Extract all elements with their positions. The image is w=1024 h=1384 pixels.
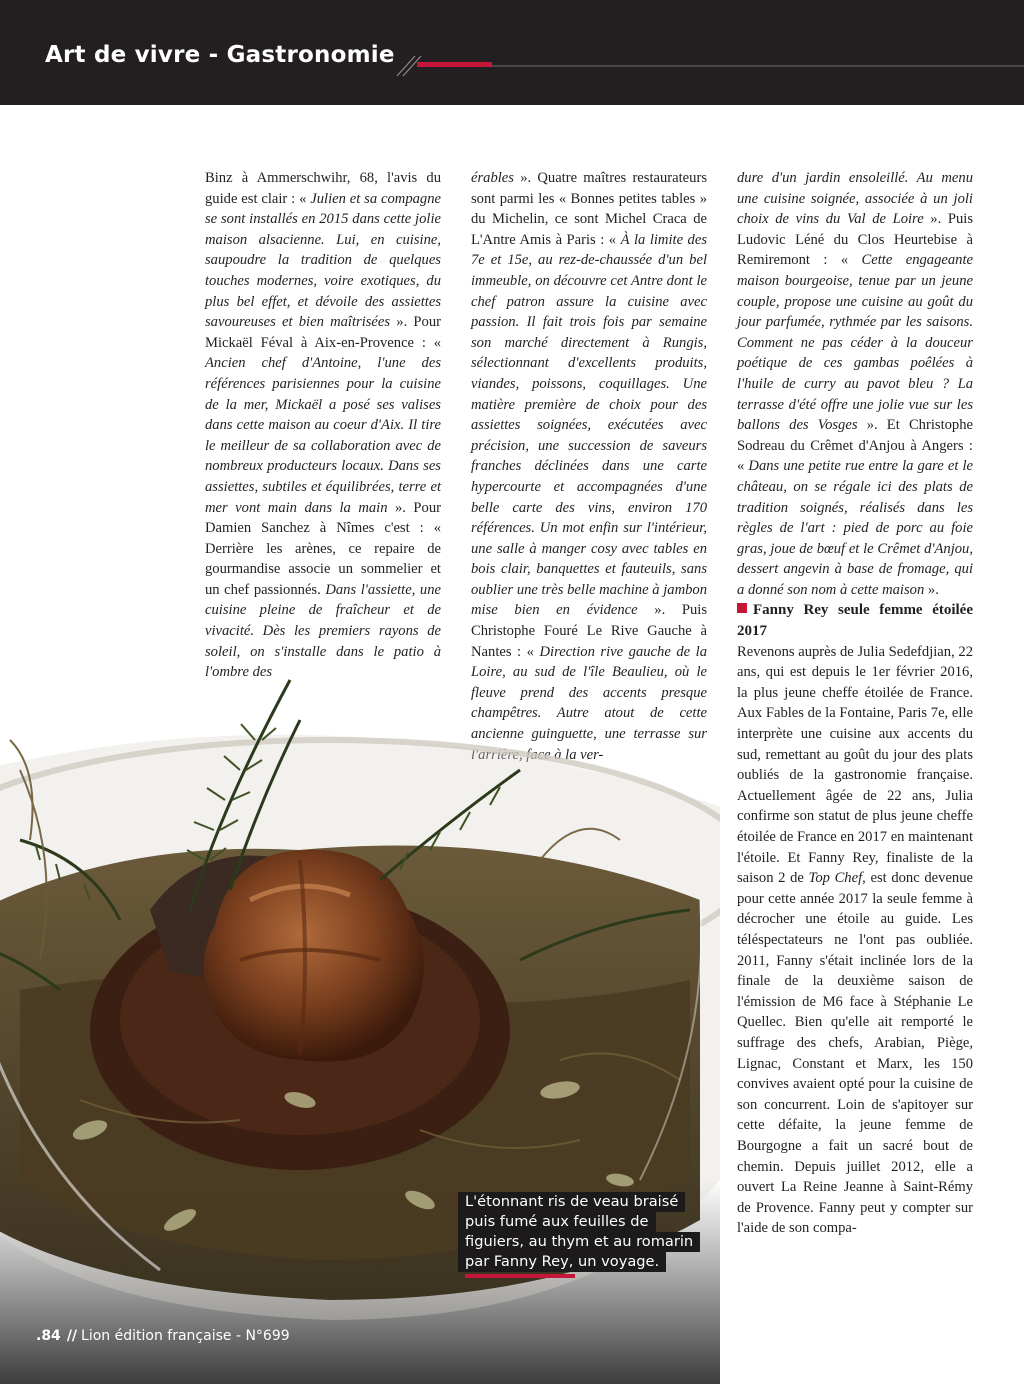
article-paragraph: Revenons auprès de Julia Sedefdjian, 22 ans, qui est depuis le 1er février 2016, la plus jeune cheffe étoilée de France. Aux Fables de la Fontaine, Paris 7e, elle interprète une cuisine aux accents du sud, remettant au goût du jour des plats oubliés de la gastronomie française. Actuellement âgée de 22 ans, Julia confirme son statut de plus jeune cheffe étoilée de France en 2017 en maintenant l'étoile. Et Fanny Rey, finaliste de la saison 2 de Top Chef, est donc devenue pour cette année 2017 la seule femme à décrocher une étoile au guide. Les téléspectateurs ne l'ont pas oubliée. 2011, Fanny s'était inclinée lors de la finale de la deuxième saison de l'émission de M6 face à Stéphanie Le Quellec. Bien qu'elle ait remporté le suffrage des chefs, Arabian, Piège, Lignac, Constant et Marx, les 150 convives avaient opté pour la cuisine de son concurrent. Loin de s'apitoyer sur cette défaite, la jeune femme de Bourgogne a fait un sacré bout de chemin. Depuis juillet 2012, elle a ouvert La Reine Jeanne à Saint-Rémy de Provence. Fanny peut y compter sur l'aide de son compa- xyxy=(737,643,973,1237)
caption-accent-bar xyxy=(465,1274,575,1278)
publication-name: Lion édition française - N°699 xyxy=(81,1328,290,1344)
photo-caption xyxy=(458,1192,700,1278)
article-paragraph: dure d'un jardin ensoleillé. Au menu une cuisine soignée, associée à un joli choix de vins du Val de Loire ». Puis Ludovic Léné du Clos Heurtebise à Remiremont : « Cette engageante maison bourgeoise, tenue par un jeune couple, propose une cuisine au goût du jour parfumée, rythmée par les saisons. Comment ne pas céder à la douceur poétique de ces gambas poêlées à l'huile de curry au pavot bleu ? La terrasse d'été offre une jolie vue sur les ballons des Vosges ». Et Christophe Sodreau du Crêmet d'Anjou à Angers : « Dans une petite rue entre la gare et le château, on se régale ici des plats de tradition soignés, réalisés dans les règles de l'art : pied de porc au foie gras, joue de bœuf et le Crêmet d'Anjou, dessert angevin à base de fromage, qui a donné son nom à cette maison ». xyxy=(737,170,974,598)
section-title: Art de vivre - Gastronomie xyxy=(45,42,395,68)
caption-line: puis fumé aux feuilles de xyxy=(458,1212,656,1232)
text-column-3 xyxy=(737,168,973,1239)
square-bullet-icon xyxy=(737,603,747,613)
article-paragraph: Binz à Ammerschwihr, 68, l'avis du guide est clair : « Julien et sa compagne se sont installés en 2015 dans cette jolie maison alsacienne. Lui, en cuisine, saupoudre la tradition de quelques touches modernes, voire exotiques, du plus bel effet, et dévoile des assiettes savoureuses et bien maîtrisées ». Pour Mickaël Féval à Aix-en-Provence : « Ancien chef d'Antoine, l'une des références parisiennes pour la cuisine de la mer, Mickaël a posé ses valises dans cette maison au coeur d'Aix. Il tire le meilleur de sa collaboration avec de nombreux producteurs locaux. Dans ses assiettes, subtiles et équilibrées, terre et mer vont main dans la main ». Pour Damien Sanchez à Nîmes c'est : « Derrière les arènes, ce repaire de gourmandise associe un sommelier et un chef passionnés. Dans l'assiette, une cuisine pleine de fraîcheur et de vivacité. Dès les premiers rayons de soleil, on s'installe dans le patio à l'ombre des xyxy=(205,170,441,681)
page-footer xyxy=(36,1328,290,1344)
caption-line: L'étonnant ris de veau braisé xyxy=(458,1192,685,1212)
footer-separator: // xyxy=(66,1328,78,1344)
page-number: .84 xyxy=(36,1328,61,1344)
header-decoration xyxy=(395,52,1024,78)
caption-line: par Fanny Rey, un voyage. xyxy=(458,1252,666,1272)
article-paragraph: érables ». Quatre maîtres restaurateurs sont parmi les « Bonnes petites tables » du Michelin, ce sont Michel Craca de L'Antre Amis à Paris : « À la limite des 7e et 15e, au rez-de-chaussée d'un bel immeuble, on découvre cet Antre dont le chef patron assure la cuisine avec passion. Il fait trois fois par semaine son marché directement à Rungis, sélectionnant d'excellents produits, viandes, poissons, coquillages. Une matière première de choix pour des assiettes soignées, exécutées avec précision, une succession de saveurs franches déclinées dans une carte hypercourte et accompagnées d'une belle carte des vins, environ 170 références. Un mot enfin sur l'intérieur, une salle à manger cosy avec tables en bois clair, banquettes et fauteuils, sans oublier une très belle machine à jambon mise bien en évidence ». Puis Christophe Fouré Le Rive Gauche à Nantes : « Direction rive gauche de la Loire, au sud de l'île Beaulieu, où le fleuve prend des accents presque champêtres. Autre atout de cette ancienne guinguette, une terrasse sur l'arrière, face à la ver- xyxy=(471,170,708,763)
section-subheading: Fanny Rey seule femme étoilée 2017 xyxy=(737,602,973,640)
caption-line: figuiers, au thym et au romarin xyxy=(458,1232,700,1252)
section-header xyxy=(0,0,1024,105)
text-column-1 xyxy=(205,168,441,683)
